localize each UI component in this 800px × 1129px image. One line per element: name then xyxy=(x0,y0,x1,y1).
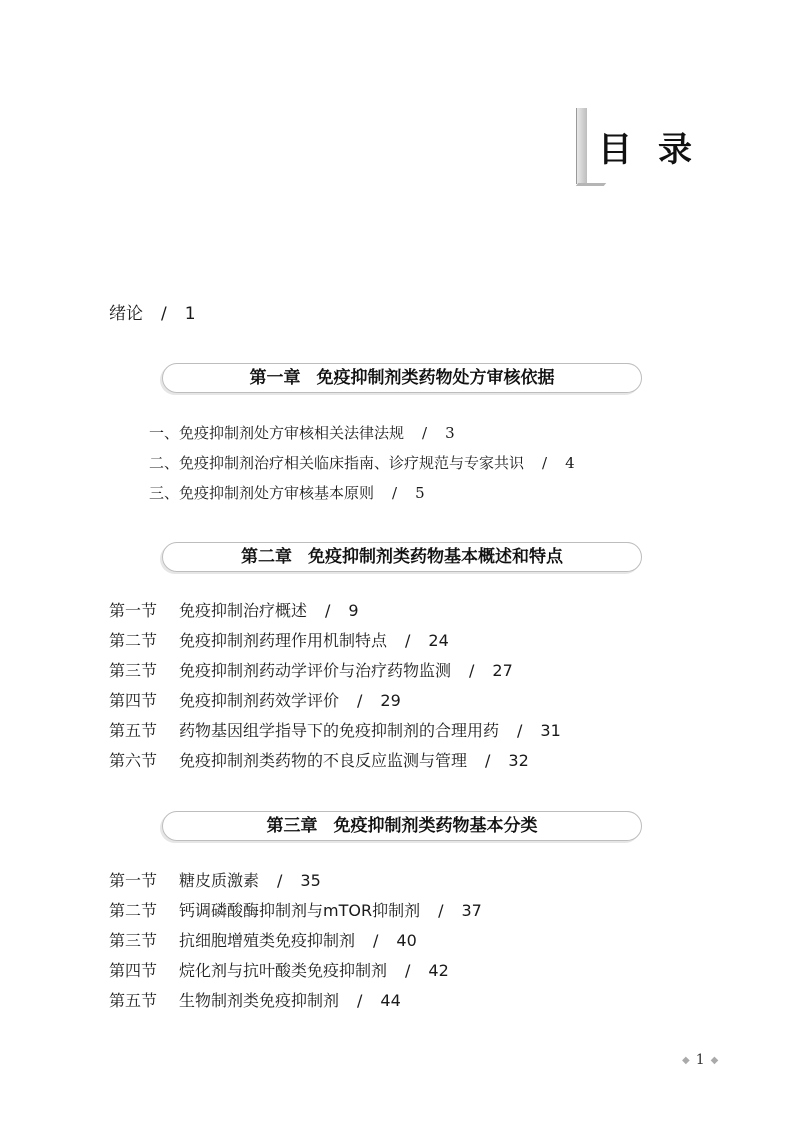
toc-entry[interactable] xyxy=(109,901,482,921)
intro-label: 绪论 xyxy=(109,304,143,324)
entry-page: 29 xyxy=(380,691,401,710)
bullet-icon: ◆ xyxy=(682,1054,690,1066)
entry-slash: / xyxy=(405,631,411,650)
entry-page: 44 xyxy=(380,991,401,1010)
chapter-3-number: 第三章 xyxy=(266,816,318,836)
toc-entry[interactable] xyxy=(109,721,561,741)
entry-label: 二、 xyxy=(149,454,180,472)
entry-label: 第四节 xyxy=(109,961,158,980)
toc-entry[interactable] xyxy=(149,483,425,503)
toc-entry[interactable] xyxy=(109,601,359,621)
entry-label: 第五节 xyxy=(109,721,158,740)
entry-label: 第四节 xyxy=(109,691,158,710)
entry-text: 免疫抑制剂治疗相关临床指南、诊疗规范与专家共识 xyxy=(179,454,525,472)
entry-text: 免疫抑制剂处方审核基本原则 xyxy=(179,484,375,502)
chapter-1-heading[interactable] xyxy=(162,363,642,393)
entry-text: 药物基因组学指导下的免疫抑制剂的合理用药 xyxy=(179,721,500,740)
entry-text: 免疫抑制剂类药物的不良反应监测与管理 xyxy=(179,751,468,770)
entry-page: 32 xyxy=(508,751,529,770)
toc-entry[interactable] xyxy=(109,691,401,711)
entry-slash: / xyxy=(392,484,398,502)
bullet-icon: ◆ xyxy=(710,1054,719,1066)
entry-text: 免疫抑制治疗概述 xyxy=(179,601,308,620)
entry-label: 第五节 xyxy=(109,991,158,1010)
entry-slash: / xyxy=(542,454,548,472)
entry-text: 烷化剂与抗叶酸类免疫抑制剂 xyxy=(179,961,388,980)
entry-label: 第三节 xyxy=(109,661,158,680)
entry-slash: / xyxy=(373,931,379,950)
chapter-3-heading[interactable] xyxy=(162,811,642,841)
entry-page: 27 xyxy=(492,661,513,680)
entry-label: 第六节 xyxy=(109,751,158,770)
toc-entry[interactable] xyxy=(109,931,417,951)
entry-text: 免疫抑制剂药理作用机制特点 xyxy=(179,631,388,650)
entry-text: 钙调磷酸酶抑制剂与mTOR抑制剂 xyxy=(179,901,421,920)
intro-page: 1 xyxy=(184,304,196,324)
entry-page: 9 xyxy=(348,601,359,620)
toc-intro-entry[interactable] xyxy=(109,304,196,324)
chapter-2-number: 第二章 xyxy=(241,547,292,567)
toc-entry[interactable] xyxy=(109,871,321,891)
entry-slash: / xyxy=(405,961,411,980)
entry-text: 免疫抑制剂处方审核相关法律法规 xyxy=(179,424,405,442)
intro-slash: / xyxy=(161,304,167,324)
toc-entry[interactable] xyxy=(109,631,449,651)
entry-page: 42 xyxy=(428,961,449,980)
toc-entry[interactable] xyxy=(109,661,513,681)
entry-slash: / xyxy=(469,661,475,680)
chapter-3-title: 免疫抑制剂类药物基本分类 xyxy=(333,816,538,836)
entry-slash: / xyxy=(517,721,523,740)
entry-slash: / xyxy=(485,751,491,770)
chapter-1-number: 第一章 xyxy=(249,368,301,388)
entry-label: 第三节 xyxy=(109,931,158,950)
entry-text: 抗细胞增殖类免疫抑制剂 xyxy=(179,931,356,950)
entry-slash: / xyxy=(438,901,444,920)
entry-label: 第二节 xyxy=(109,631,158,650)
entry-page: 24 xyxy=(428,631,449,650)
toc-entry[interactable] xyxy=(149,453,575,473)
entry-slash: / xyxy=(422,424,428,442)
entry-page: 37 xyxy=(461,901,482,920)
title-decoration xyxy=(576,108,587,184)
title-block xyxy=(576,108,756,184)
entry-text: 免疫抑制剂药动学评价与治疗药物监测 xyxy=(179,661,452,680)
entry-page: 31 xyxy=(540,721,561,740)
page-title: 目录 xyxy=(598,130,718,170)
entry-text: 糖皮质激素 xyxy=(179,871,260,890)
entry-label: 第一节 xyxy=(109,871,158,890)
toc-entry[interactable] xyxy=(149,423,455,443)
entry-slash: / xyxy=(277,871,283,890)
entry-label: 第二节 xyxy=(109,901,158,920)
entry-slash: / xyxy=(357,691,363,710)
page-number-value: 1 xyxy=(695,1052,705,1068)
entry-label: 一、 xyxy=(149,424,180,442)
chapter-2-heading[interactable] xyxy=(162,542,642,572)
entry-page: 5 xyxy=(415,484,425,502)
entry-page: 3 xyxy=(445,424,455,442)
toc-entry[interactable] xyxy=(109,751,529,771)
entry-label: 三、 xyxy=(149,484,180,502)
entry-slash: / xyxy=(325,601,331,620)
entry-label: 第一节 xyxy=(109,601,158,620)
entry-slash: / xyxy=(357,991,363,1010)
entry-page: 4 xyxy=(565,454,575,472)
entry-page: 35 xyxy=(300,871,321,890)
entry-page: 40 xyxy=(396,931,417,950)
toc-entry[interactable] xyxy=(109,961,449,981)
page-number xyxy=(676,1052,724,1068)
entry-text: 生物制剂类免疫抑制剂 xyxy=(179,991,340,1010)
entry-text: 免疫抑制剂药效学评价 xyxy=(179,691,340,710)
toc-entry[interactable] xyxy=(109,991,401,1011)
chapter-2-title: 免疫抑制剂类药物基本概述和特点 xyxy=(308,547,563,567)
chapter-1-title: 免疫抑制剂类药物处方审核依据 xyxy=(316,368,555,388)
